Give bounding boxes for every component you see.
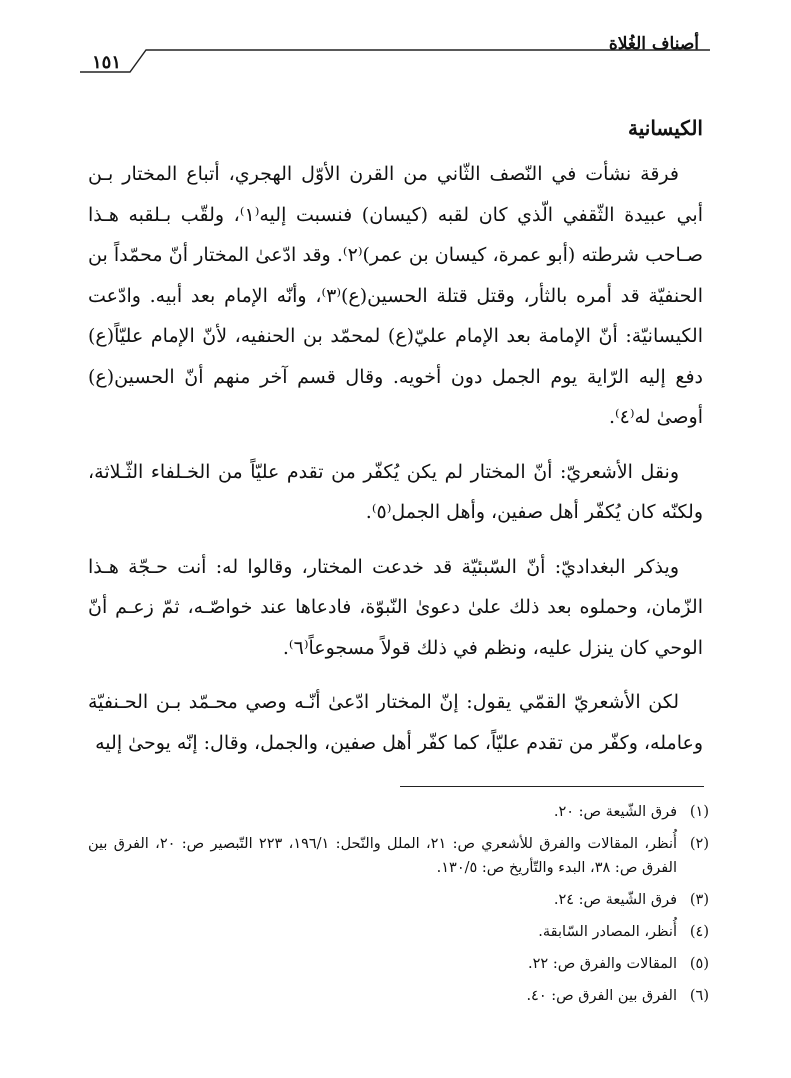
footnote	[88, 832, 709, 880]
section-heading: الكيسانية	[628, 116, 703, 140]
paragraph: ونقل الأشعريّ: أنّ المختار لم يكن يُكفّر من تقدم عليّاً من الخـلفاء الثّـلاثة، ولكنّه كان يُكفّر أهل صفين، وأهل الجمل⁽٥⁾.	[88, 460, 703, 523]
footnote-text: المقالات والفرق ص: ٢٢.	[528, 956, 677, 972]
footnote-number: (٥)	[689, 956, 709, 972]
page-number: ١٥١	[92, 52, 122, 73]
footnotes	[88, 800, 709, 1016]
footnote-text: أُنظر، المقالات والفرق للأشعري ص: ٢١، الملل والنّحل: ١٩٦/١، ٢٢٣ التّبصير ص: ٢٠، الفرق بين الفرق ص: ٣٨، البدء والتّأريخ ص: ١٣٠/٥.	[88, 836, 678, 876]
footnote	[88, 952, 709, 976]
footnote	[88, 800, 709, 824]
footnote-text: فرق الشّيعة ص: ٢٤.	[553, 892, 677, 908]
footnote	[88, 984, 709, 1008]
footnote	[88, 920, 709, 944]
header-rule	[80, 46, 710, 74]
footnote-number: (٣)	[689, 892, 709, 908]
paragraph: فرقة نشأت في النّصف الثّاني من القرن الأوّل الهجري، أتباع المختار بـن أبي عبيدة الثّقفي الّذي كان لقبه (كيسان) فنسبت إليه⁽١⁾، ولقّب بـلقبه هـذا صـاحب شرطته (أبو عمرة، كيسان بن عمر)⁽٢⁾. وقد ادّعىٰ المختار أنّ محمّداً بن الحنفيّة قد أمره بالثأر، وقتل قتلة الحسين(ع)⁽٣⁾، وأنّه الإمام بعد أبيه. وادّعت الكيسانيّة: أنّ الإمامة بعد الإمام عليّ(ع) لمحمّد بن الحنفيه، لأنّ الإمام عليّاً(ع) دفع إليه الرّاية يوم الجمل دون أخويه. وقال قسم آخر منهم أنّ الحسين(ع) أوصىٰ له⁽٤⁾.	[88, 163, 703, 428]
footnote-number: (٦)	[689, 988, 709, 1004]
running-header-title: أصناف الغُلاة	[608, 34, 699, 54]
footnote-number: (٢)	[689, 836, 709, 852]
paragraph: لكن الأشعريّ القمّي يقول: إنّ المختار ادّعىٰ أنّـه وصي محـمّد بـن الحـنفيّة وعامله، وكفّر من تقدم عليّاً، كما كفّر أهل صفين، والجمل، وقال: إنّه يوحىٰ إليه	[88, 691, 703, 754]
footnote-separator	[400, 786, 704, 787]
footnote-text: الفرق بين الفرق ص: ٤٠.	[526, 988, 677, 1004]
footnote-number: (٤)	[689, 924, 709, 940]
footnote-text: فرق الشّيعة ص: ٢٠.	[553, 804, 677, 820]
footnote	[88, 888, 709, 912]
paragraph: ويذكر البغداديّ: أنّ السّبئيّة قد خدعت المختار، وقالوا له: أنت حـجّة هـذا الزّمان، وحملوه بعد ذلك علىٰ دعوىٰ النّبوّة، فادعاها عند خواصّـه، ثمّ زعـم أنّ الوحي كان ينزل عليه، ونظم في ذلك قولاً مسجوعاً⁽٦⁾.	[88, 555, 703, 659]
main-text	[88, 108, 703, 777]
footnote-text: أُنظر، المصادر السّابقة.	[538, 924, 677, 940]
footnote-number: (١)	[689, 804, 709, 820]
